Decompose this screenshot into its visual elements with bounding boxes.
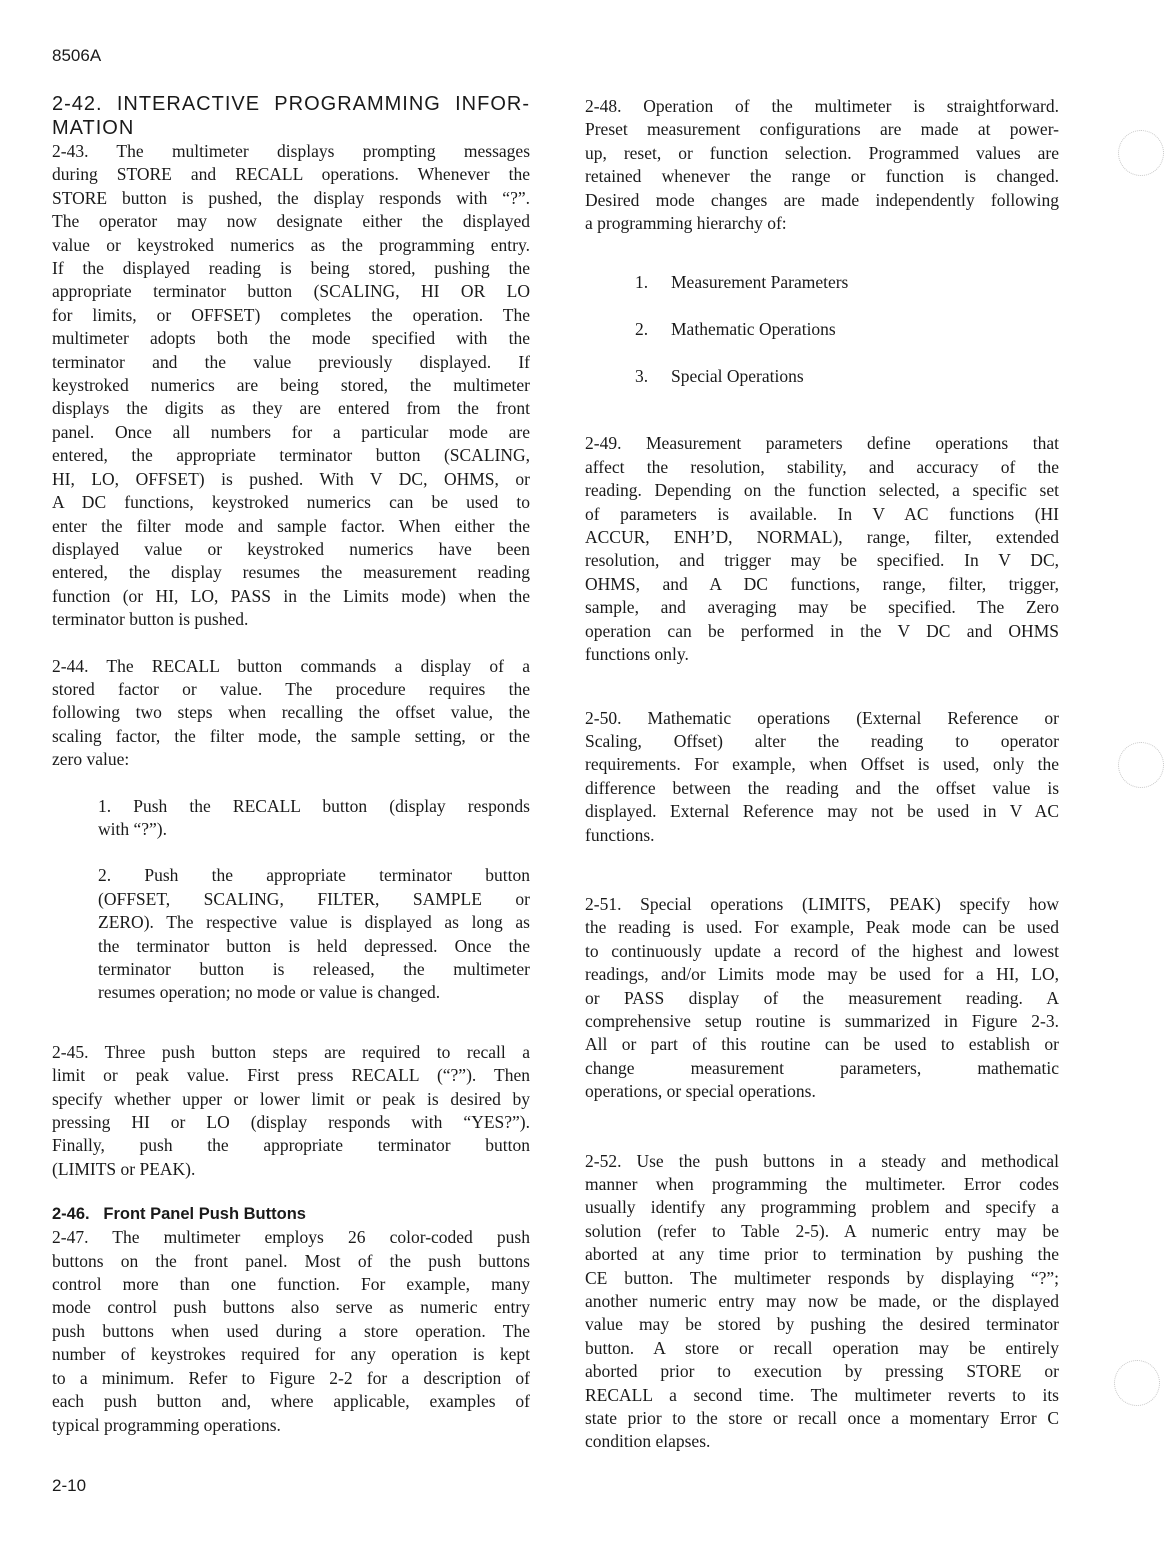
text-line: 2-50. Mathematic operations (External Reference or (585, 707, 1059, 728)
paragraph-2-45 (52, 1041, 530, 1181)
text-line: CE button. The multimeter responds by displaying “?”; (585, 1267, 1059, 1288)
text-line: functions only. (585, 644, 689, 665)
section-heading-2-46: 2-46. Front Panel Push Buttons (52, 1205, 306, 1224)
binder-hole-icon (1118, 130, 1164, 176)
text-line: If the displayed reading is being stored, pushing the (52, 258, 530, 279)
text-line: state prior to the store or recall once a momentary Error C (585, 1408, 1059, 1429)
text-line: aborted at any time prior to termination by pushing the (585, 1244, 1059, 1265)
text-line: change measurement parameters, mathematic (585, 1057, 1059, 1078)
text-line: Preset measurement configurations are made at power- (585, 119, 1059, 140)
text-line: Desired mode changes are made independently following (585, 189, 1059, 210)
paragraph-2-51 (585, 893, 1059, 1104)
item-label: Measurement Parameters (671, 272, 849, 293)
text-line: requirements. For example, when Offset is used, only the (585, 754, 1059, 775)
text-line: displayed. External Reference may not be used in V AC (585, 801, 1059, 822)
text-line: specify whether upper or lower limit or peak is desired by (52, 1088, 530, 1109)
text-line: RECALL a second time. The multimeter reverts to its (585, 1384, 1059, 1405)
paragraph-2-44 (52, 655, 530, 772)
text-line: zero value: (52, 749, 130, 770)
text-line: 2-43. The multimeter displays prompting messages (52, 141, 530, 161)
text-line: a programming hierarchy of: (585, 213, 787, 234)
item-number: 1. (635, 272, 649, 293)
text-line: (LIMITS or PEAK). (52, 1158, 196, 1179)
text-line: appropriate terminator button (SCALING, HI OR LO (52, 281, 530, 302)
text-line: 2-51. Special operations (LIMITS, PEAK) specify how (585, 893, 1059, 914)
text-line: operation can be performed in the V DC and OHMS (585, 620, 1059, 641)
text-line: A DC functions, keystroked numerics can be used to (52, 492, 530, 513)
text-line: mode control push buttons also serve as numeric entry (52, 1297, 530, 1318)
text-line: for limits, or OFFSET) completes the operation. The (52, 304, 530, 325)
text-line: difference between the reading and the offset value is (585, 777, 1059, 798)
text-line: up, reset, or function selection. Programmed values are (585, 142, 1059, 163)
page-number: 2-10 (52, 1476, 87, 1495)
text-line: or PASS display of the measurement reading. A (585, 987, 1059, 1008)
text-line: OHMS, and A DC functions, range, filter, trigger, (585, 573, 1059, 594)
paragraph-2-52 (585, 1150, 1059, 1454)
paragraph-2-43 (52, 140, 530, 632)
text-line: displays the digits as they are entered from the front (52, 398, 530, 419)
text-line: affect the resolution, stability, and accuracy of the (585, 456, 1059, 477)
text-line: buttons on the front panel. Most of the push buttons (52, 1250, 530, 1271)
text-line: following two steps when recalling the offset value, the (52, 702, 530, 723)
text-line: to a minimum. Refer to Figure 2-2 for a description of (52, 1367, 530, 1388)
text-line: during STORE and RECALL operations. Whenever the (52, 164, 530, 185)
text-line: entered, the appropriate terminator button (SCALING, (52, 445, 530, 466)
text-line: the terminator button is held depressed. Once the (98, 935, 530, 956)
text-line: aborted prior to execution by pressing STORE or (585, 1361, 1059, 1382)
text-line: each push button and, where applicable, examples of (52, 1391, 530, 1412)
hierarchy-item (635, 271, 1059, 294)
text-line: solution (refer to Table 2-5). A numeric entry may be (585, 1220, 1059, 1241)
text-line: terminator button is pushed. (52, 609, 249, 630)
item-number: 2. (635, 319, 649, 340)
text-line: 2-45. Three push button steps are required to recall a (52, 1041, 530, 1062)
paragraph-2-47 (52, 1226, 530, 1437)
text-line: HI, LO, OFFSET) is pushed. With V DC, OHMS, or (52, 468, 530, 489)
text-line: 2-49. Measurement parameters define operations that (585, 433, 1059, 454)
text-line: resumes operation; no mode or value is changed. (98, 982, 441, 1003)
text-line: terminator and the value previously displayed. If (52, 351, 530, 372)
text-line: All or part of this routine can be used to establish or (585, 1034, 1059, 1055)
text-line: to continuously update a record of the highest and lowest (585, 940, 1059, 961)
text-line: value may be stored by pushing the desired terminator (585, 1314, 1059, 1335)
item-label: Mathematic Operations (671, 319, 836, 340)
binder-hole-icon (1118, 742, 1164, 788)
text-line: panel. Once all numbers for a particular mode are (52, 421, 530, 442)
section-heading-2-42 (52, 92, 530, 140)
text-line: multimeter adopts both the mode specified with the (52, 328, 530, 349)
text-line: button. A store or recall operation may be entirely (585, 1337, 1059, 1358)
paragraph-2-50 (585, 707, 1059, 847)
text-line: comprehensive setup routine is summarized in Figure 2-3. (585, 1010, 1059, 1031)
right-column (585, 95, 1059, 1454)
text-line: 1. Push the RECALL button (display responds (98, 795, 530, 816)
hierarchy-item (635, 365, 1059, 388)
document-id: 8506A (52, 46, 102, 65)
paragraph-2-49 (585, 432, 1059, 666)
text-line: scaling factor, the filter mode, the sample setting, or the (52, 725, 530, 746)
text-line: typical programming operations. (52, 1414, 281, 1435)
text-line: operations, or special operations. (585, 1081, 816, 1102)
text-line: with “?”). (98, 818, 167, 839)
text-line: function (or HI, LO, PASS in the Limits mode) when the (52, 585, 530, 606)
recall-step-1 (98, 795, 530, 842)
text-line: The operator may now designate either the displayed (52, 211, 530, 232)
left-column (52, 92, 530, 1437)
text-line: number of keystrokes required for any operation is kept (52, 1344, 530, 1365)
text-line: condition elapses. (585, 1431, 711, 1452)
text-line: (OFFSET, SCALING, FILTER, SAMPLE or (98, 888, 530, 909)
text-line: entered, the display resumes the measurement reading (52, 562, 530, 583)
text-line: control more than one function. For example, many (52, 1274, 530, 1295)
text-line: manner when programming the multimeter. Error codes (585, 1174, 1059, 1194)
text-line: Scaling, Offset) alter the reading to operator (585, 730, 1059, 751)
text-line: STORE button is pushed, the display responds with “?”. (52, 187, 530, 208)
paragraph-2-48 (585, 95, 1059, 235)
text-line: enter the filter mode and sample factor. When either the (52, 515, 530, 536)
text-line: resolution, and trigger may be specified. In V DC, (585, 550, 1059, 571)
text-line: limit or peak value. First press RECALL (“?”). Then (52, 1065, 530, 1086)
hierarchy-item (635, 318, 1059, 341)
text-line: sample, and averaging may be specified. The Zero (585, 597, 1059, 618)
recall-step-2 (98, 864, 530, 1004)
text-line: displayed value or keystroked numerics have been (52, 538, 530, 559)
text-line: readings, and/or Limits mode may be used for a HI, LO, (585, 964, 1059, 985)
text-line: value or keystroked numerics as the programming entry. (52, 234, 530, 255)
programming-hierarchy-list (585, 271, 1059, 388)
text-line: keystroked numerics are being stored, the multimeter (52, 375, 530, 396)
text-line: Finally, push the appropriate terminator button (52, 1135, 530, 1156)
item-number: 3. (635, 366, 649, 387)
text-line: another numeric entry may now be made, or the displayed (585, 1291, 1059, 1312)
text-line: 2. Push the appropriate terminator button (98, 865, 530, 886)
text-line: 2-44. The RECALL button commands a display of a (52, 655, 530, 676)
text-line: the reading is used. For example, Peak mode can be used (585, 917, 1059, 938)
heading-line: MATION (52, 117, 135, 139)
text-line: 2-47. The multimeter employs 26 color-coded push (52, 1227, 530, 1248)
item-label: Special Operations (671, 366, 804, 387)
text-line: 2-48. Operation of the multimeter is straightforward. (585, 96, 1059, 116)
text-line: ACCUR, ENH’D, NORMAL), range, filter, extended (585, 527, 1059, 548)
binder-hole-icon (1114, 1360, 1160, 1406)
text-line: pressing HI or LO (display responds with “YES?”). (52, 1112, 530, 1133)
text-line: stored factor or value. The procedure requires the (52, 678, 530, 699)
heading-line: 2-42. INTERACTIVE PROGRAMMING INFOR- (52, 93, 530, 115)
text-line: reading. Depending on the function selected, a specific set (585, 480, 1059, 501)
text-line: push buttons when used during a store operation. The (52, 1320, 530, 1341)
text-line: of parameters is available. In V AC functions (HI (585, 503, 1059, 524)
text-line: functions. (585, 824, 655, 845)
text-line: retained whenever the range or function is changed. (585, 166, 1059, 187)
text-line: 2-52. Use the push buttons in a steady and methodical (585, 1150, 1059, 1171)
text-line: terminator button is released, the multimeter (98, 959, 530, 979)
text-line: ZERO). The respective value is displayed as long as (98, 912, 530, 933)
text-line: usually identify any programming problem and specify a (585, 1197, 1059, 1218)
